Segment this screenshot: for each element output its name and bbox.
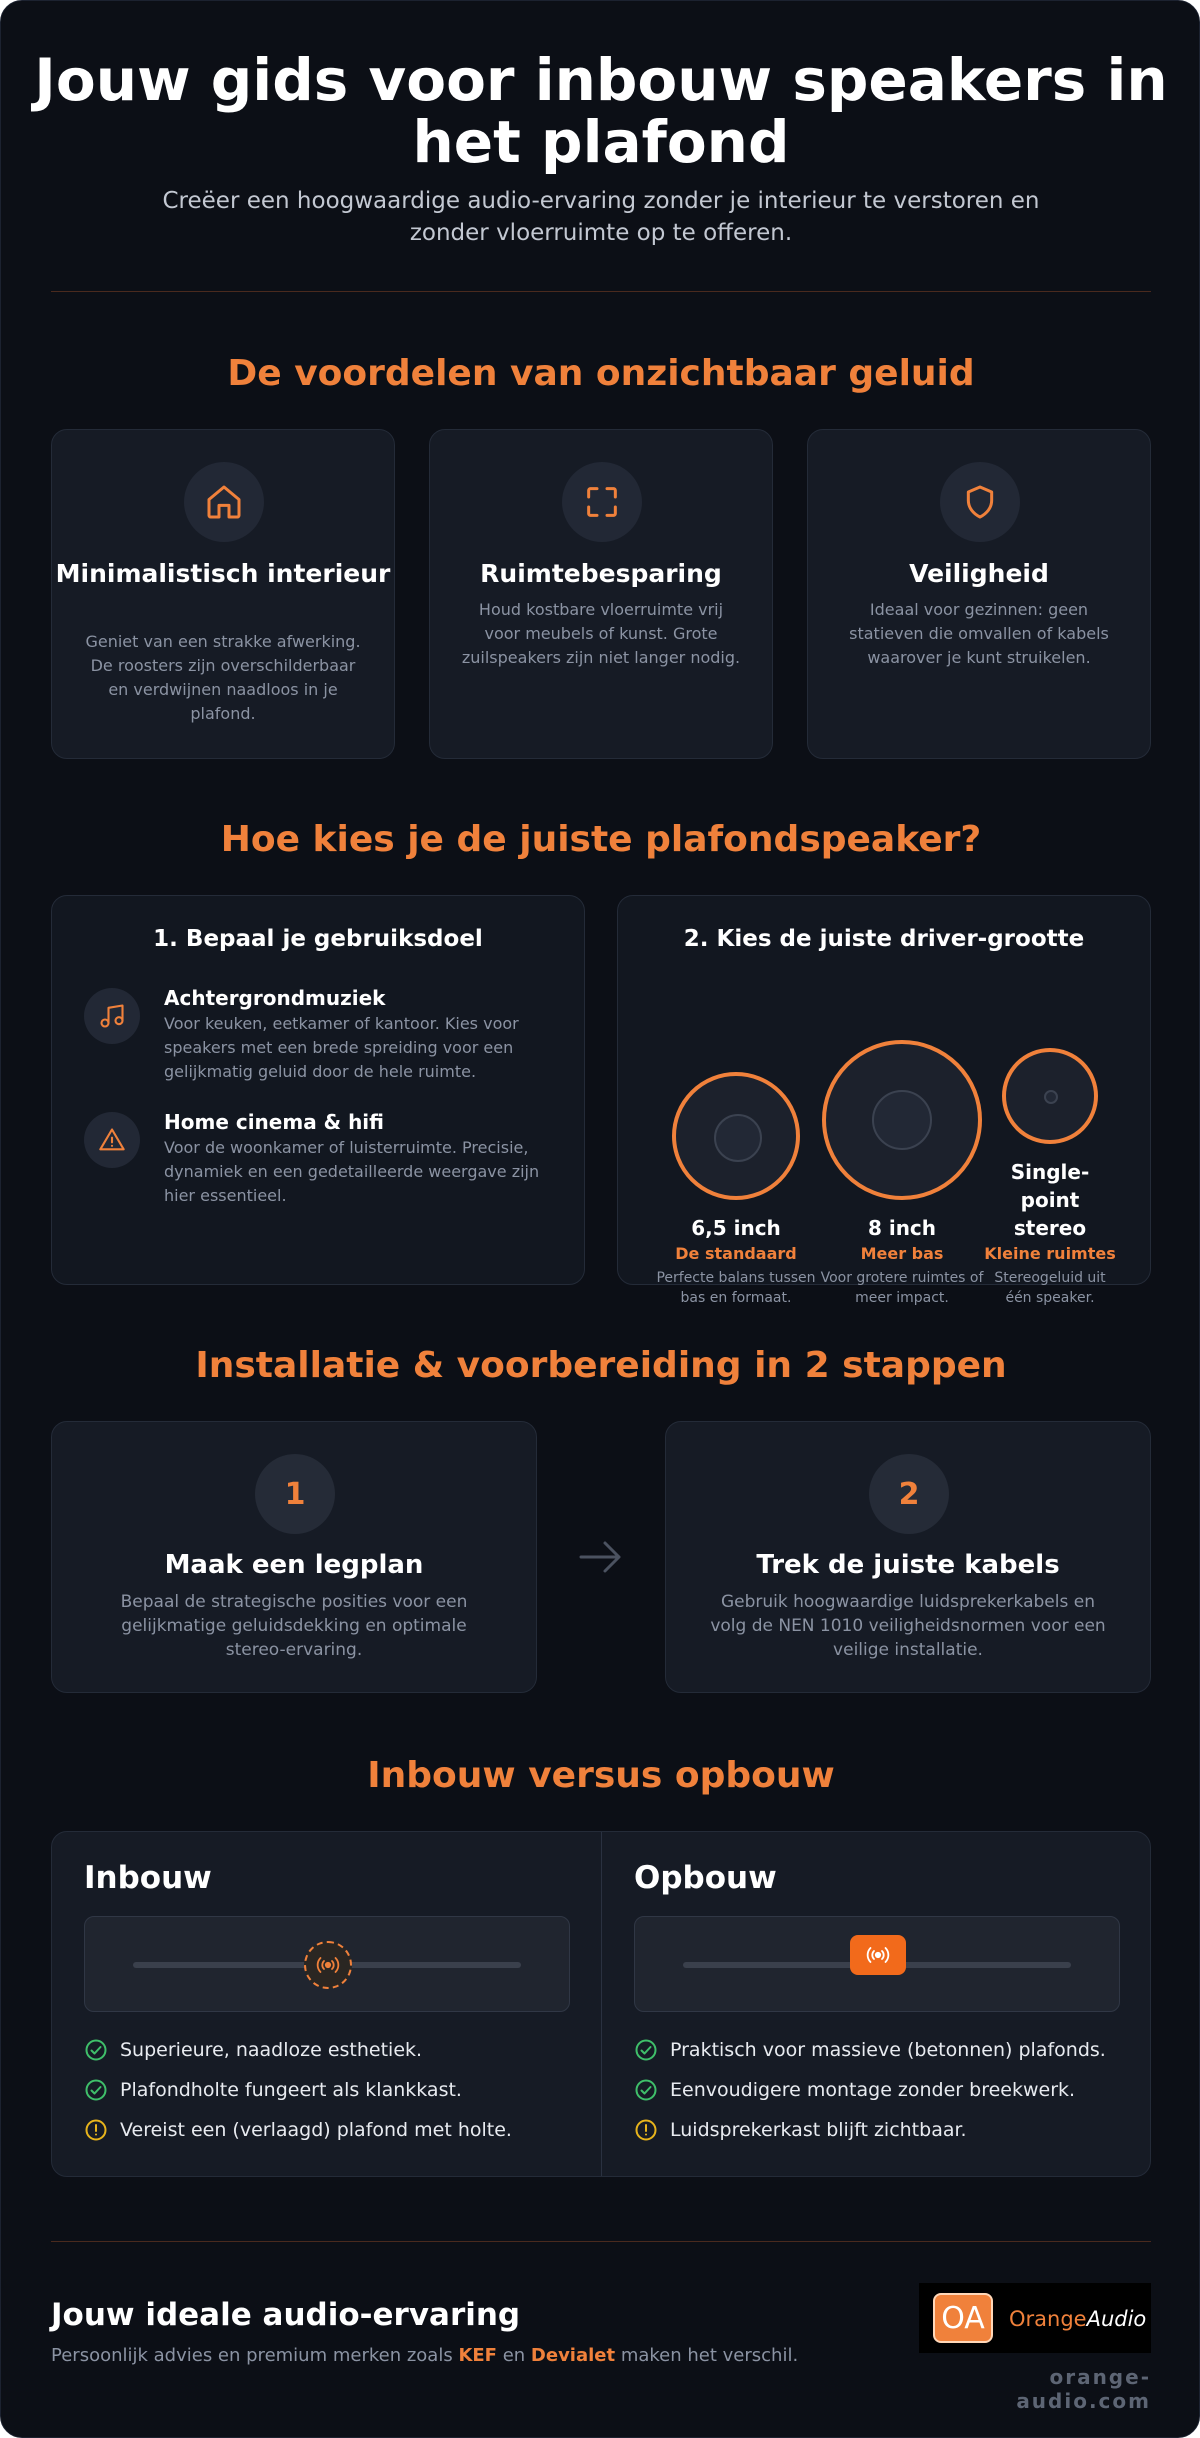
compare-title: Inbouw versus opbouw: [367, 1755, 835, 1796]
driver-size-title: 2. Kies de juiste driver-grootte: [683, 926, 1085, 952]
driver-label: 6,5 inch: [691, 1216, 781, 1240]
driver-8-inch-icon: [822, 1040, 982, 1200]
music-note-icon: [84, 988, 140, 1044]
opbouw-ceiling-mock: [634, 1916, 1120, 2012]
logo-wordmark: OrangeAudio: [1009, 2307, 1147, 2331]
benefit-card-safety: [807, 429, 1151, 759]
benefit-desc: Ideaal voor gezinnen: geen statieven die omvallen of kabels waarover je kunt struikelen.: [849, 600, 1109, 667]
divider: [51, 2241, 1151, 2242]
driver-sub: Meer bas: [860, 1244, 944, 1263]
opbouw-list: [634, 2030, 1106, 2150]
driver-desc: Perfecte balans tussen bas en formaat.: [656, 1270, 816, 1306]
compare-divider: [601, 1832, 602, 2176]
divider: [51, 291, 1151, 292]
use-item-desc: Voor de woonkamer of luisterruimte. Precisie, dynamiek en een gedetailleerde weergave zijn hier essentieel.: [164, 1138, 540, 1205]
step-title: Maak een legplan: [164, 1550, 424, 1580]
step-desc: Gebruik hoogwaardige luidsprekerkabels en volg de NEN 1010 veiligheidsnormen voor een veilige installatie.: [710, 1592, 1106, 1660]
page-subtitle: Creëer een hoogwaardige audio-ervaring zonder je interieur te verstoren en zonder vloerruimte op te offeren.: [162, 188, 1040, 246]
use-purpose-title: 1. Bepaal je gebruiksdoel: [153, 926, 483, 952]
list-item: Luidsprekerkast blijft zichtbaar.: [634, 2110, 1106, 2150]
driver-sub: De standaard: [675, 1244, 797, 1263]
logo-mark: OA: [933, 2293, 993, 2343]
driver-label: Single-point stereo: [1010, 1160, 1090, 1240]
use-item-desc: Voor keuken, eetkamer of kantoor. Kies voor speakers met een brede spreiding voor een gelijkmatig geluid door de hele ruimte.: [164, 1014, 519, 1081]
use-item-title: Home cinema & hifi: [164, 1110, 384, 1134]
home-icon: [184, 462, 264, 542]
check-icon: [634, 2078, 658, 2102]
benefit-desc: Geniet van een strakke afwerking. De roosters zijn overschilderbaar en verdwijnen naadloos in je plafond.: [85, 632, 361, 723]
benefits-title: De voordelen van onzichtbaar geluid: [227, 353, 975, 394]
benefit-card-space: [429, 429, 773, 759]
driver-desc: Stereogeluid uit één speaker.: [994, 1270, 1106, 1306]
list-item: Praktisch voor massieve (betonnen) plafonds.: [634, 2030, 1106, 2070]
warning-icon: [634, 2118, 658, 2142]
inbouw-title: Inbouw: [84, 1860, 212, 1896]
install-step-1: [51, 1421, 537, 1693]
step-number: 1: [255, 1454, 335, 1534]
flush-speaker-icon: [304, 1941, 352, 1989]
step-title: Trek de juiste kabels: [756, 1550, 1060, 1580]
brand-kef: KEF: [458, 2345, 497, 2366]
step-number: 2: [869, 1454, 949, 1534]
check-icon: [84, 2038, 108, 2062]
footer-title: Jouw ideale audio-ervaring: [51, 2297, 521, 2333]
orange-audio-logo: [919, 2283, 1151, 2353]
check-icon: [84, 2078, 108, 2102]
step-desc: Bepaal de strategische posities voor een gelijkmatige geluidsdekking en optimale stereo-ervaring.: [120, 1592, 468, 1660]
install-title: Installatie & voorbereiding in 2 stappen: [195, 1345, 1007, 1386]
list-item: Superieure, naadloze esthetiek.: [84, 2030, 512, 2070]
brand-devialet: Devialet: [530, 2345, 616, 2366]
opbouw-title: Opbouw: [634, 1860, 777, 1896]
install-step-2: [665, 1421, 1151, 1693]
driver-size-card: [617, 895, 1151, 1306]
driver-6-5-inch-icon: [672, 1072, 800, 1200]
choose-title: Hoe kies je de juiste plafondspeaker?: [220, 819, 982, 860]
driver-single-point-icon: [1002, 1048, 1098, 1144]
benefit-title: Ruimtebesparing: [480, 559, 722, 588]
inbouw-ceiling-mock: [84, 1916, 570, 2012]
driver-label: 8 inch: [867, 1216, 937, 1240]
warning-triangle-icon: [84, 1112, 140, 1168]
shield-icon: [940, 462, 1020, 542]
footer-desc: Persoonlijk advies en premium merken zoals KEF en Devialet maken het verschil.: [51, 2345, 799, 2366]
list-item: Vereist een (verlaagd) plafond met holte.: [84, 2110, 512, 2150]
benefit-title: Veiligheid: [909, 559, 1049, 588]
driver-sub: Kleine ruimtes: [984, 1244, 1116, 1263]
surface-speaker-icon: [850, 1935, 906, 1975]
benefit-title: Minimalistisch interieur: [55, 559, 391, 588]
website-url[interactable]: orange-audio.com: [1016, 2365, 1151, 2413]
list-item: Eenvoudigere montage zonder breekwerk.: [634, 2070, 1106, 2110]
list-item: Plafondholte fungeert als klankkast.: [84, 2070, 512, 2110]
benefit-card-minimal: [51, 429, 395, 759]
benefit-desc: Houd kostbare vloerruimte vrij voor meubels of kunst. Grote zuilspeakers zijn niet langer nodig.: [461, 600, 741, 667]
use-item-title: Achtergrondmuziek: [164, 986, 386, 1010]
inbouw-list: [84, 2030, 512, 2150]
check-icon: [634, 2038, 658, 2062]
driver-desc: Voor grotere ruimtes of meer impact.: [820, 1270, 984, 1306]
page-title: Jouw gids voor inbouw speakers in het plafond: [34, 46, 1168, 176]
expand-icon: [562, 462, 642, 542]
compare-card: [51, 1831, 1151, 2177]
arrow-right-icon: [577, 1537, 625, 1581]
use-purpose-card: [51, 895, 585, 1285]
warning-icon: [84, 2118, 108, 2142]
